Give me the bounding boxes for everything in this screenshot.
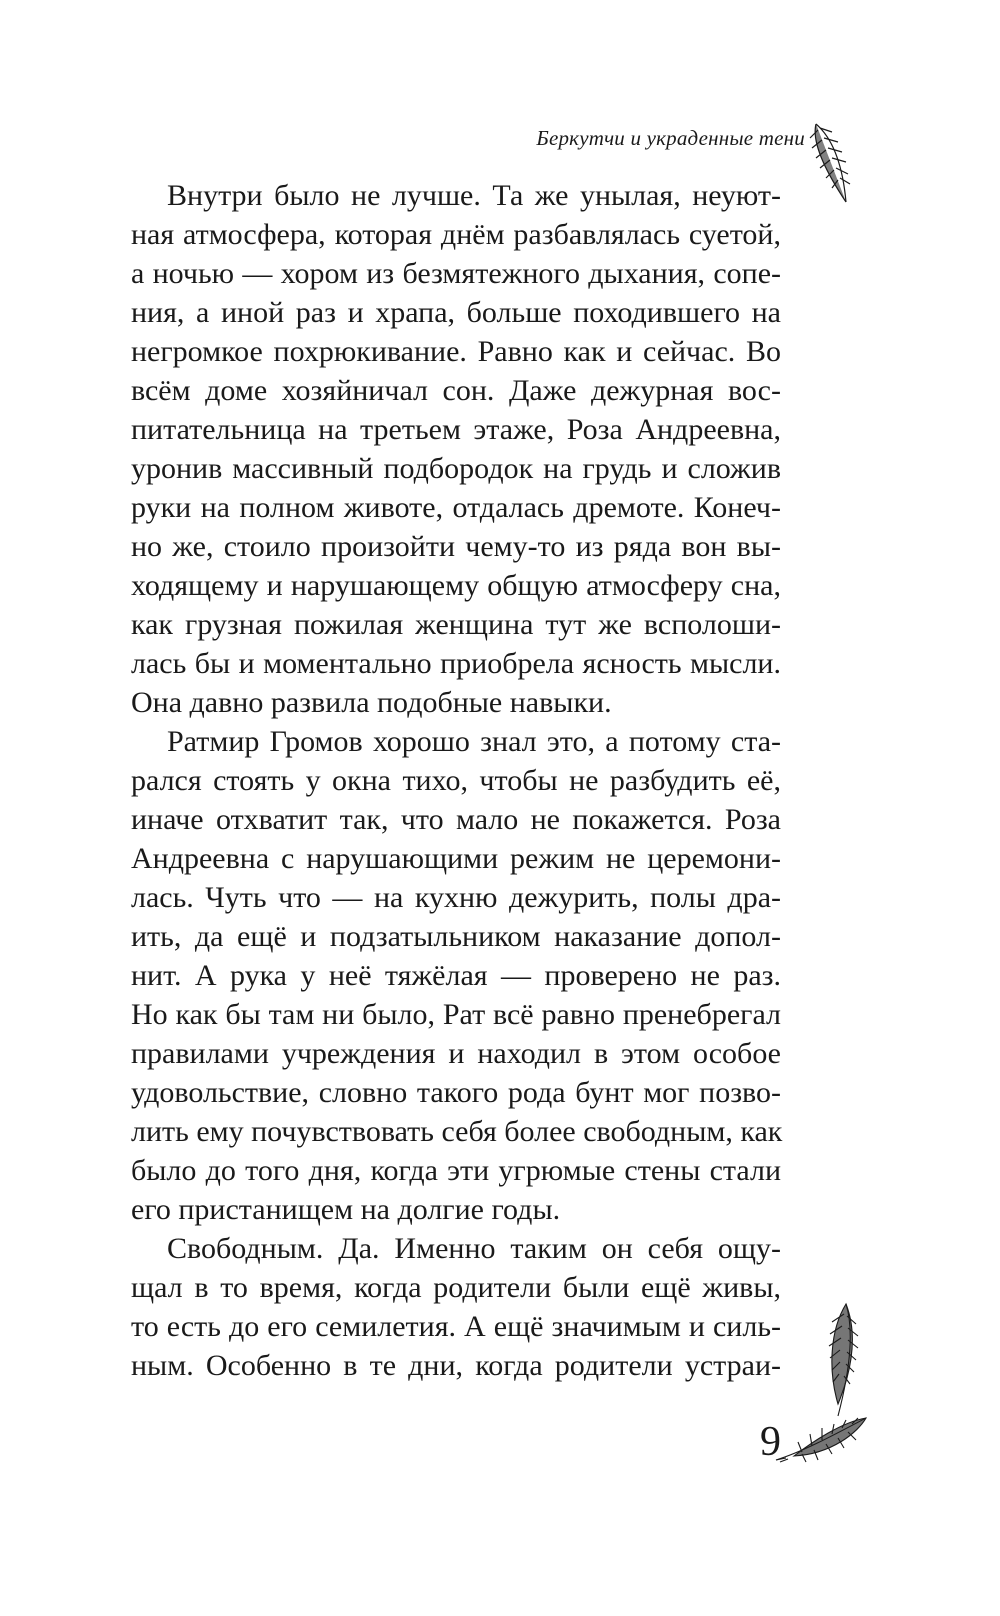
- text-line: как грузная пожилая женщина тут же всполоши-: [131, 608, 781, 641]
- text-line: лить ему почувствовать себя более свободным, как: [131, 1115, 783, 1148]
- running-header: Беркутчи и украденные тени: [536, 126, 805, 150]
- text-line: ходящему и нарушающему общую атмосферу сна,: [131, 569, 781, 602]
- text-line: лась. Чуть что — на кухню дежурить, полы дра-: [131, 881, 781, 914]
- text-line: рался стоять у окна тихо, чтобы не разбудить её,: [131, 764, 781, 797]
- text-line: Свободным. Да. Именно таким он себя ощу-: [167, 1232, 781, 1265]
- text-line: Она давно развила подобные навыки.: [131, 686, 612, 719]
- text-line: а ночью — хором из безмятежного дыхания, сопе-: [131, 257, 781, 290]
- text-line: то есть до его семилетия. А ещё значимым и силь-: [131, 1310, 781, 1343]
- text-line: правилами учреждения и находил в этом особое: [131, 1037, 781, 1070]
- text-line: удовольствие, словно такого рода бунт мог позво-: [131, 1076, 781, 1109]
- body-text: [131, 176, 781, 1385]
- text-line: уронив массивный подбородок на грудь и сложив: [131, 452, 781, 485]
- feather-right-icon: [824, 1300, 864, 1420]
- text-line: лась бы и моментально приобрела ясность мысли.: [131, 647, 781, 680]
- feather-bottom-icon: [772, 1412, 872, 1466]
- text-line: его пристанищем на долгие годы.: [131, 1193, 561, 1226]
- text-line: ния, а иной раз и храпа, больше походившего на: [131, 296, 781, 329]
- text-line: но же, стоило произойти чему-то из ряда вон вы-: [131, 530, 781, 563]
- text-line: было до того дня, когда эти угрюмые стены стали: [131, 1154, 781, 1187]
- text-line: ная атмосфера, которая днём разбавлялась суетой,: [131, 218, 781, 251]
- text-line: нит. А рука у неё тяжёлая — проверено не раз.: [131, 959, 781, 992]
- feather-top-icon: [808, 118, 854, 210]
- text-line: Но как бы там ни было, Рат всё равно пренебрегал: [131, 998, 781, 1031]
- text-line: негромкое похрюкивание. Равно как и сейчас. Во: [131, 335, 781, 368]
- text-line: питательница на третьем этаже, Роза Андреевна,: [131, 413, 781, 446]
- text-line: Внутри было не лучше. Та же унылая, неуют-: [167, 179, 781, 212]
- text-line: ить, да ещё и подзатыльником наказание допол-: [131, 920, 781, 953]
- text-line: Ратмир Громов хорошо знал это, а потому ста-: [167, 725, 781, 758]
- page-number: 9: [760, 1419, 781, 1465]
- text-line: иначе отхватит так, что мало не покажется. Роза: [131, 803, 781, 836]
- text-line: руки на полном животе, отдалась дремоте. Конеч-: [131, 491, 781, 524]
- text-line: щал в то время, когда родители были ещё живы,: [131, 1271, 781, 1304]
- text-line: Андреевна с нарушающими режим не церемони-: [131, 842, 781, 875]
- text-line: ным. Особенно в те дни, когда родители устраи-: [131, 1349, 781, 1382]
- text-line: всём доме хозяйничал сон. Даже дежурная вос-: [131, 374, 781, 407]
